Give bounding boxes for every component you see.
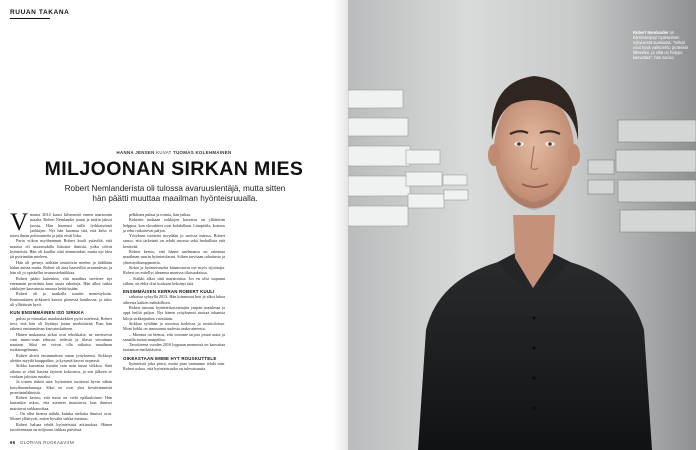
body-paragraph: Hänen mukaansa sirkat ovat tehokkaita: ne tarvitsevat vain murto-osan rehusta, vedestä ja tilasta verrattuna nautaan. Siksi ne voivat olla ratkaisu maailman ruokaongelmaan.	[10, 331, 112, 353]
body-paragraph: Vuonna 2014 kuusi kilometriä ennen maratonin maalia, Robert Nemlander joutui ja tuskin jaksoi juosta. Hän huomasi taille fyrkkatyönsä jaokkijen. Nyt hän huomaa sitä, että keho ei toimi ilman polttoainetta ja jalat eivät liiku.	[10, 212, 112, 239]
byline-author: HANNA JENSEN	[116, 150, 155, 155]
body-paragraph: Sirkat ja hyönteisruoka kiinnostavat nyt myös sijoittajia. Robert on esitellyt ideaansa monissa tilaisuuksissa.	[123, 264, 225, 276]
body-paragraph: Robert kertoo, että moni on vielä epäluuloinen. Hän kuitenkin uskoo, että asenteet muuttuvat, kun ihmiset maistavat sirkkaruokaa.	[10, 395, 112, 411]
section-rule	[10, 18, 50, 19]
subheading: OIKEASTAAN EMME HYT ROUSKUTTELE	[123, 355, 217, 361]
body-paragraph: – Minusta on hienoa, että voimme tarjota jotain uutta ja samalla auttaa maapalloa.	[123, 331, 225, 342]
byline-separator: KUVAT	[156, 150, 172, 155]
subheading: KUN ENSIMMÄINEN ISO SIRKKA	[10, 310, 84, 316]
body-paragraph: Yrityksen tuotteita myydään jo useissa maissa. Robert sanoo, että tärkeintä on tehdä ruoasta sekä herkullista että kestävää.	[123, 233, 225, 249]
byline-photographer: TUOMAS KOLEHMAINEN	[173, 150, 232, 155]
body-paragraph: Parin viikon myöhemmin Robert kuuli ystäviltä, että maassa oli maaseudulla lukuisia ihmisiä, jotka söivät hyönteisiä. Hän oli kuullut siitä aiemminkin, mutta nyt idea jäi pyörimään mieleen.	[10, 238, 112, 260]
article-body-left	[10, 212, 338, 434]
body-paragraph: Robert kertoo, että hänen unelmansa on rakentaa maailman suurin hyönteisfarmi. Siihen tarvitaan rahoitusta ja yhteistyökumppaneita.	[123, 249, 225, 265]
page-footer	[10, 440, 75, 445]
page-number: 66	[10, 440, 16, 445]
caption-name: Robert Nemlander	[633, 30, 669, 35]
body-paragraph: hyönteisiä joka päivä, mutta pian saatamme tehdä niin. Robert uskoo, että hyönteisruoka on tulevaisuutta.	[123, 361, 225, 372]
body-paragraph: Hän oli perinyt isältään insinöörin mielen ja äidiltään halun auttaa muita. Robert oli aina haaveillut avaruudesta, ja hän oli jo opiskellut avaruustekniikkaa.	[10, 259, 112, 276]
dropcap: V	[10, 212, 29, 236]
body-paragraph: sirkoista syksyllä 2013. Hän kiinnostui heti ja alkoi lukea aiheesta kaiken mahdollisen.	[123, 294, 225, 305]
photo-caption	[633, 30, 691, 60]
gutter-shadow	[334, 0, 348, 450]
body-paragraph: – On ollut hienoa nähdä, kuinka uteliaita ihmiset ovat. Monet yllättyvät, miten hyvältä sirkka maistuu.	[10, 410, 112, 422]
body-paragraph: pulssi ja voimakas maalaiskekkeri pyöri mielessä, Robert tiesi, että hän oli löytänyt jotain merkittävää. Pian hän rakensi ensimmäisen kasvatuslaitteen.	[10, 315, 112, 332]
body-paragraph: Ja toinen tärkeä asia: hyönteiset tuottavat hyvin vähän kasvihuonekaasuja. Siksi ne ovat yksi kestävimmistä proteiininlähteistä.	[10, 379, 112, 395]
body-paragraph: Tavoitteena vuoden 2016 loppuun mennessä on kasvattaa tuotantoa merkittävästi.	[123, 342, 225, 353]
section-tag: RUUAN TAKANA	[10, 9, 70, 16]
body-paragraph: Robert haluaa tehdä hyönteisistä arkiruokaa. Hänen tavoitteenaan on miljoona sirkkaa päivässä.	[10, 421, 112, 432]
body-paragraph: Robert päätti kuitenkin, että maailma tarvitsee nyt enemmän proteiinia kuin uusia raketteja. Hän alkoi tutkia sirkkojen kasvatusta omassa keittiössään.	[10, 275, 112, 292]
body-paragraph: Robertin mukaan sirkkojen kasvatus on yllättävän helppoa, kun olosuhteet ovat kohdallaan. Lämpötila, kosteus ja rehu ratkaisevat paljon.	[123, 217, 225, 233]
body-paragraph: Sirkkaa syödään jo monissa kodeissa ja ravintoloissa. Moni kokki on innostunut uudesta raaka-aineesta.	[123, 320, 225, 332]
portrait-photo	[348, 0, 696, 450]
byline	[0, 150, 348, 155]
article-headline: MILJOONAN SIRKAN MIES	[44, 158, 304, 180]
subheading: ENSIMMÄISEN KERRAN ROBERT KUULI	[123, 289, 215, 295]
right-page	[348, 0, 696, 450]
body-paragraph: – Kaikki alkoi siitä maratonista. Jos en olisi uupunut silloin, en ehkä olisi koskaan keksinyt tätä.	[123, 275, 225, 286]
magazine-title: GLORIAN RUOKA&VIINI	[20, 440, 75, 445]
body-paragraph: Robert tutustui hyönteiskasvattajiin ympäri maailmaa ja oppi heiltä paljon. Nyt hänen yrityksensä tuottaa tuhansia kiloja sirkkajauhoa vuosittain.	[123, 305, 225, 321]
body-paragraph: Robert oli jo matkalla suuriin menestyksiin. Ensimmäinen sirkkaerä kasvoi pienessä laatikossa, ja tulos oli yllättävän hyvä.	[10, 291, 112, 308]
caption-text: on hämmästynyt hyönteisten nykyisestä suosiosta. "Sirkat ovat hyvä vaihtoehto proteiinin lähteeksi, ja niitä on helppo kasvattaa", hän sanoo.	[633, 30, 689, 60]
article-lead: Robert Nemlanderista oli tulossa avaruuslentäjä, mutta sitten hän päätti muuttaa maailman hyönteisruualla.	[64, 184, 286, 204]
body-paragraph: pelkkona puhua ja toimia, hän jatkaa.	[129, 212, 191, 217]
body-paragraph: Sirkka kasvattaa itseään vain noin kuusi viikkoa. Sinä aikana se ehtii kasvaa täyteen kokoonsa, ja sen jälkeen se voidaan jalostaa ruuaksi.	[10, 363, 112, 379]
body-paragraph: Robert aloitti ensimmäisen oman yrityksensä. Sirkkoja alettiin myydä kauppoihin, ja kysyntä kasvoi nopeasti.	[10, 352, 112, 364]
